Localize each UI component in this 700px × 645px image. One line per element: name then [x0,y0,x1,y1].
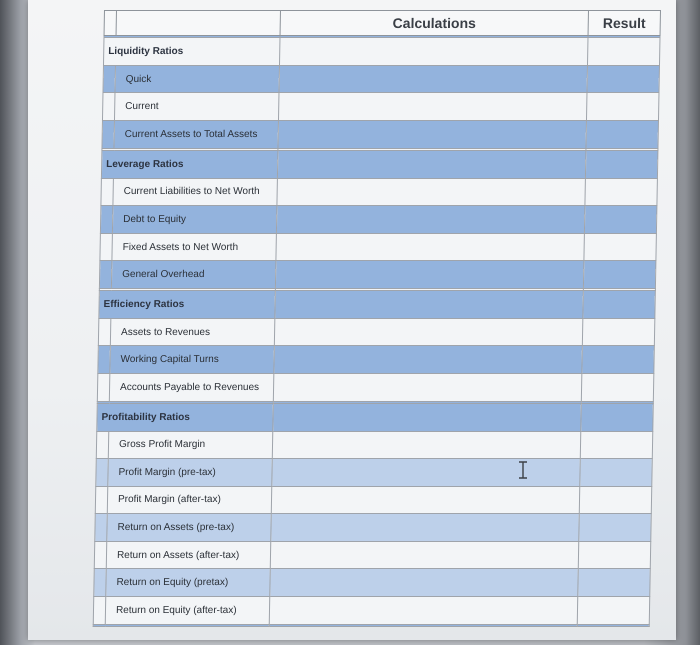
ratio-row [102,121,659,149]
header-row [104,11,660,36]
calculation-cell[interactable] [275,261,584,289]
result-cell[interactable] [585,178,658,206]
calculation-cell[interactable] [276,233,585,261]
result-cell[interactable] [577,597,650,625]
calculation-cell[interactable] [275,291,584,319]
indent-cell[interactable] [98,318,111,346]
indent-cell[interactable] [94,569,107,597]
result-cell[interactable] [582,346,655,374]
ratio-label[interactable]: Current Liabilities to Net Worth [113,178,278,206]
result-cell[interactable] [584,233,657,261]
section-row [103,38,660,66]
indent-cell[interactable] [97,374,110,402]
result-cell[interactable] [577,624,649,626]
calculation-cell[interactable] [269,624,577,626]
calculation-cell[interactable] [274,346,583,374]
blank-row [93,624,649,626]
calculation-cell[interactable] [276,206,585,234]
result-cell[interactable] [578,541,651,569]
ratio-row [95,486,652,514]
ratio-row [94,541,651,569]
indent-cell[interactable] [96,431,109,459]
result-cell[interactable] [578,569,651,597]
calculation-cell[interactable] [273,374,582,402]
ratio-label[interactable]: Accounts Payable to Revenues [109,374,274,402]
ratio-label[interactable]: Return on Equity (pretax) [106,569,271,597]
section-label[interactable]: Leverage Ratios [101,150,278,178]
result-cell[interactable] [586,93,659,121]
header-label-cell[interactable] [116,11,280,36]
section-label[interactable]: Liquidity Ratios [103,38,280,66]
ratio-row [95,514,652,542]
ratio-row [96,459,653,487]
calculation-cell[interactable] [279,65,588,93]
ratio-row [93,597,650,625]
ratio-label[interactable]: Return on Equity (after-tax) [105,597,270,625]
calculation-cell[interactable] [272,431,581,459]
section-row [97,403,654,431]
ratio-row [100,233,657,261]
indent-cell[interactable] [102,121,115,149]
ratio-label[interactable]: Fixed Assets to Net Worth [112,233,277,261]
ratio-label[interactable]: Debt to Equity [112,206,277,234]
indent-cell[interactable] [96,459,109,487]
section-row [99,291,656,319]
ratio-label[interactable]: Assets to Revenues [110,318,275,346]
ratio-label[interactable]: Profit Margin (after-tax) [107,486,272,514]
ratio-label[interactable]: Quick [115,65,280,93]
result-cell[interactable] [581,374,654,402]
section-row [101,150,658,178]
indent-cell[interactable] [95,486,108,514]
ratio-row [102,93,659,121]
ratios-spreadsheet [93,10,660,627]
calculation-cell[interactable] [270,541,579,569]
photographed-screen [28,0,676,640]
result-cell[interactable] [581,403,654,431]
result-cell[interactable] [584,206,657,234]
ratio-row [96,431,653,459]
ratio-row [101,178,658,206]
ratios-table [93,10,661,627]
ratio-row [97,374,654,402]
ratio-row [94,569,651,597]
indent-cell[interactable] [100,206,113,234]
result-header: Result [588,11,660,36]
ratio-label[interactable]: Current [114,93,279,121]
indent-cell[interactable] [99,261,112,289]
result-cell[interactable] [579,514,652,542]
text-cursor-icon [517,461,529,479]
calculation-cell[interactable] [277,178,586,206]
result-cell[interactable] [580,431,653,459]
calculation-cell[interactable] [277,150,586,178]
indent-cell[interactable] [95,514,108,542]
indent-cell[interactable] [98,346,111,374]
calculation-cell[interactable] [273,403,582,431]
indent-cell[interactable] [93,597,106,625]
result-cell[interactable] [583,291,656,319]
calculation-cell[interactable] [271,514,580,542]
ratio-label[interactable]: Current Assets to Total Assets [114,121,279,149]
calculation-cell[interactable] [278,121,587,149]
result-cell[interactable] [582,318,655,346]
calculation-cell[interactable] [269,597,578,625]
ratio-row [99,261,656,289]
calculation-cell[interactable] [274,318,583,346]
calculation-cell[interactable] [278,93,587,121]
result-cell[interactable] [587,38,660,66]
result-cell[interactable] [586,121,659,149]
section-label[interactable]: Profitability Ratios [97,403,274,431]
indent-cell[interactable] [101,178,114,206]
ratio-row [103,65,660,93]
indent-cell[interactable] [100,233,113,261]
ratio-label[interactable]: Profit Margin (pre-tax) [108,459,273,487]
calculation-cell[interactable] [279,38,588,66]
result-cell[interactable] [583,261,656,289]
result-cell[interactable] [585,150,658,178]
ratio-label[interactable]: Return on Assets (after-tax) [106,541,271,569]
calculations-header: Calculations [280,11,588,36]
blank-cell[interactable] [93,624,269,626]
ratio-label[interactable]: Return on Assets (pre-tax) [107,514,272,542]
indent-cell[interactable] [102,93,115,121]
calculation-cell[interactable] [270,569,579,597]
ratio-row [98,318,655,346]
ratio-label[interactable]: Gross Profit Margin [108,431,273,459]
result-cell[interactable] [580,459,653,487]
section-label[interactable]: Efficiency Ratios [99,291,276,319]
ratio-row [100,206,657,234]
ratio-label[interactable]: General Overhead [111,261,276,289]
result-cell[interactable] [587,65,660,93]
ratio-row [98,346,655,374]
calculation-cell[interactable] [272,459,581,487]
header-corner-cell[interactable] [104,11,116,36]
indent-cell[interactable] [103,65,116,93]
ratio-label[interactable]: Working Capital Turns [110,346,275,374]
result-cell[interactable] [579,486,652,514]
calculation-cell[interactable] [271,486,580,514]
indent-cell[interactable] [94,541,107,569]
